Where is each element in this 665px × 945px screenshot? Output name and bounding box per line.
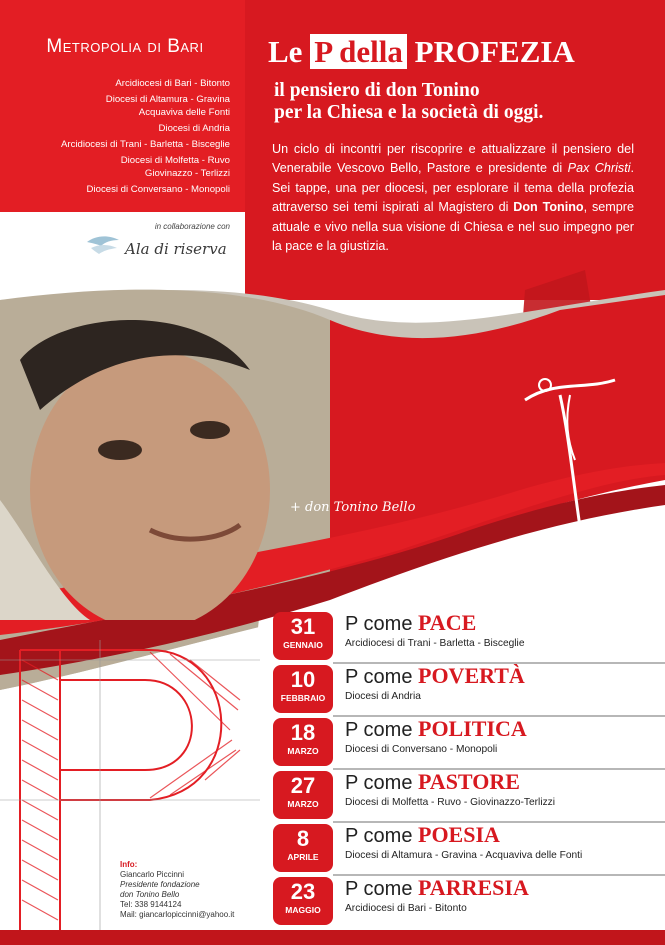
diocese-item: Diocesi di Andria	[158, 122, 230, 134]
event-date-badge: 31 GENNAIO	[273, 612, 333, 660]
event-place: Diocesi di Altamura - Gravina - Acquaviva delle Fonti	[345, 850, 583, 861]
event-title: P come PARRESIA	[345, 875, 529, 900]
event-row	[273, 875, 665, 925]
event-title: P come PACE	[345, 610, 477, 635]
portrait-photo	[0, 300, 330, 620]
event-row	[273, 610, 665, 660]
crucifix-drawing-icon	[515, 360, 625, 640]
bottom-bar	[0, 930, 665, 945]
event-date-badge: 8 APRILE	[273, 824, 333, 872]
event-row	[273, 822, 665, 872]
event-date-badge: 27 MARZO	[273, 771, 333, 819]
intro-text: Un ciclo di incontri per riscoprire e attualizzare il pensiero del Venerabile Vescovo Bello, Pastore e presidente di Pax Christi. Sei tappe, una per diocesi, per esplorare il tema della profezia attraverso sei temi ispirati al Magistero di Don Tonino, sempre attuale e vivo nella sua visione di Chiesa e nel suo impegno per la pace e la giustizia.	[272, 142, 634, 254]
event-row	[273, 769, 665, 819]
event-place: Diocesi di Conversano - Monopoli	[345, 744, 498, 755]
subtitle: il pensiero di don Tonino per la Chiesa e la società di oggi.	[274, 80, 544, 123]
main-title: Le P della PROFEZIA	[268, 34, 575, 69]
event-title: P come PASTORE	[345, 769, 520, 794]
ala-di-riserva-logo	[85, 228, 235, 264]
dioceses-list	[8, 78, 230, 200]
diocese-item: Diocesi di Molfetta - Ruvo Giovinazzo - Terlizzi	[120, 155, 230, 179]
signature: + don Tonino Bello	[290, 500, 416, 515]
svg-text:Ala di riserva: Ala di riserva	[125, 240, 227, 258]
diocese-item: Diocesi di Altamura - Gravina Acquaviva delle Fonti	[105, 94, 230, 118]
metropolia-title: Metropolia di Bari	[46, 36, 204, 57]
event-place: Arcidiocesi di Trani - Barletta - Bisceglie	[345, 638, 525, 649]
event-title: P come POVERTÀ	[345, 663, 525, 688]
event-place: Diocesi di Andria	[345, 691, 421, 702]
collab-label: in collaborazione con	[154, 222, 230, 231]
diocese-item: Arcidiocesi di Bari - Bitonto	[115, 78, 230, 89]
diocese-item: Arcidiocesi di Trani - Barletta - Bisceglie	[60, 139, 230, 151]
event-title: P come POLITICA	[345, 716, 527, 741]
event-place: Diocesi di Molfetta - Ruvo - Giovinazzo-Terlizzi	[345, 797, 556, 808]
contact-info: Info: Giancarlo Piccinni Presidente fondazione don Tonino Bello Tel: 338 9144124 Mail: giancarlopiccinni@yahoo.it	[120, 860, 235, 919]
event-place: Arcidiocesi di Bari - Bitonto	[345, 903, 467, 914]
event-row	[273, 716, 665, 766]
event-row	[273, 663, 665, 713]
event-title: P come POESIA	[345, 822, 500, 847]
event-date-badge: 23 MAGGIO	[273, 877, 333, 925]
event-date-badge: 10 FEBBRAIO	[273, 665, 333, 713]
diocese-item: Diocesi di Conversano - Monopoli	[86, 184, 230, 196]
event-date-badge: 18 MARZO	[273, 718, 333, 766]
